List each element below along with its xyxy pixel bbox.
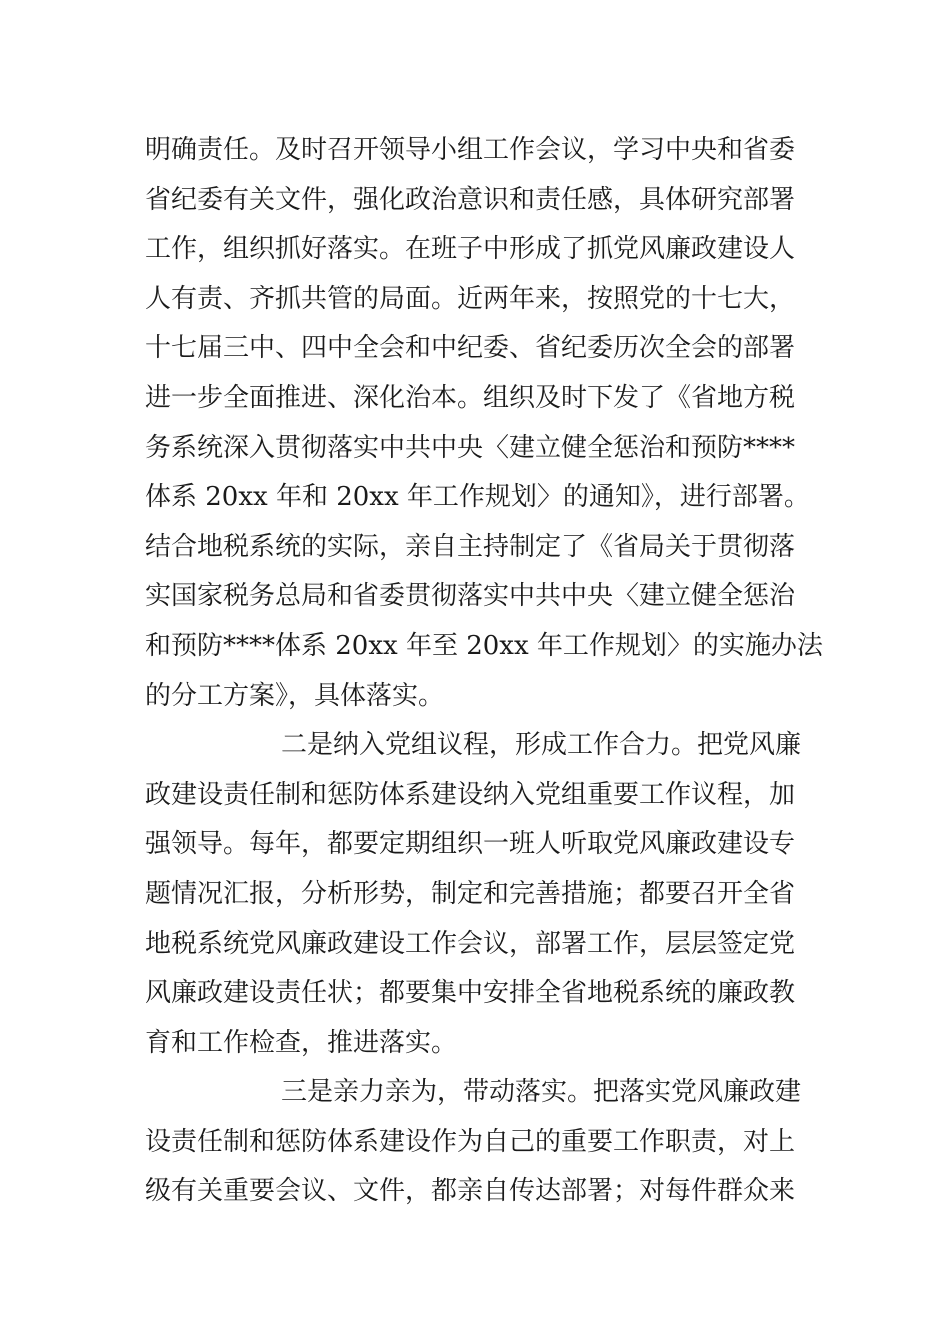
paragraph-1-line-12: 的分工方案》，具体落实。: [145, 680, 445, 711]
paragraph-2-line-7: 育和工作检查，推进落实。: [145, 1027, 458, 1058]
document-body: [145, 126, 823, 1217]
paragraph-3-line-3: 级有关重要会议、文件，都亲自传达部署；对每件群众来: [145, 1176, 796, 1207]
paragraph-2-line-6: 风廉政建设责任状；都要集中安排全省地税系统的廉政教: [145, 978, 796, 1009]
paragraph-3-line-1: 三是亲力亲为，带动落实。把落实党风廉政建: [281, 1077, 802, 1108]
paragraph-3-line-2: 设责任制和惩防体系建设作为自己的重要工作职责，对上: [145, 1126, 796, 1157]
paragraph-1-line-4: 人有责、齐抓共管的局面。近两年来，按照党的十七大，: [145, 283, 796, 314]
paragraph-1-line-11: 和预防****体系 20xx 年至 20xx 年工作规划〉的实施办法: [145, 630, 823, 661]
paragraph-2-line-1: 二是纳入党组议程，形成工作合力。把党风廉: [281, 730, 802, 761]
paragraph-1-line-1: 明确责任。及时召开领导小组工作会议，学习中央和省委: [145, 135, 796, 165]
paragraph-1-line-5: 十七届三中、四中全会和中纪委、省纪委历次全会的部署: [145, 333, 796, 364]
paragraph-1-line-9: 结合地税系统的实际，亲自主持制定了《省局关于贯彻落: [145, 531, 796, 562]
paragraph-1-line-8: 体系 20xx 年和 20xx 年工作规划〉的通知》，进行部署。: [145, 482, 810, 513]
paragraph-2-line-2: 政建设责任制和惩防体系建设纳入党组重要工作议程，加: [145, 779, 796, 810]
paragraph-1-line-7: 务系统深入贯彻落实中共中央〈建立健全惩治和预防****: [145, 432, 796, 463]
paragraph-1-line-2: 省纪委有关文件，强化政治意识和责任感，具体研究部署: [145, 184, 796, 215]
paragraph-2-line-3: 强领导。每年，都要定期组织一班人听取党风廉政建设专: [145, 829, 796, 860]
paragraph-1-line-10: 实国家税务总局和省委贯彻落实中共中央〈建立健全惩治: [145, 581, 796, 612]
paragraph-1-line-3: 工作，组织抓好落实。在班子中形成了抓党风廉政建设人: [145, 234, 796, 265]
paragraph-2-line-5: 地税系统党风廉政建设工作会议，部署工作，层层签定党: [145, 928, 796, 959]
paragraph-1-line-6: 进一步全面推进、深化治本。组织及时下发了《省地方税: [145, 382, 796, 413]
paragraph-2-line-4: 题情况汇报，分析形势，制定和完善措施；都要召开全省: [145, 878, 796, 909]
